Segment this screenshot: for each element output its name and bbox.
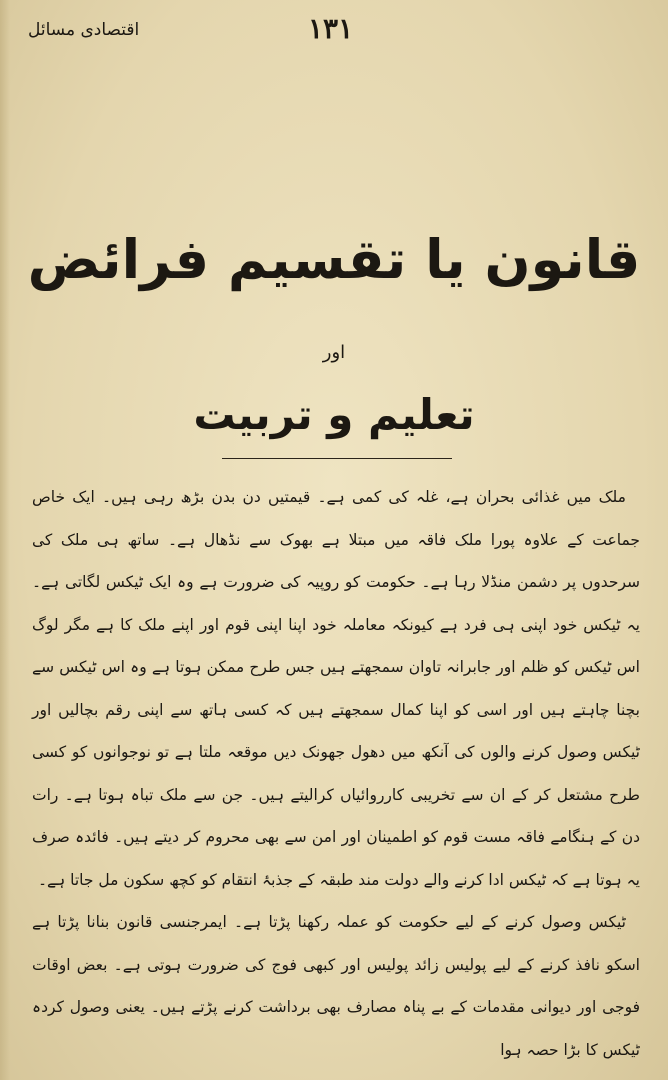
page-edge-shadow bbox=[0, 0, 10, 1080]
chapter-subtitle: تعلیم و تربیت bbox=[193, 390, 475, 439]
page-header bbox=[0, 12, 668, 52]
running-title: اقتصادی مسائل bbox=[28, 20, 140, 40]
paragraph-2: ٹیکس وصول کرنے کے لیے حکومت کو عملہ رکھنا پڑتا ہے۔ ایمرجنسی قانون بنانا پڑتا ہے اسکو نافذ کرنے کے لیے پولیس زائد پولیس اور کبھی فوج کی ضرورت ہوتی ہے۔ بعض اوقات فوجی اور دیوانی مقدمات کے بے پناہ مصارف بھی برداشت کرنے پڑتے ہیں۔ یعنی وصول کردہ ٹیکس کا بڑا حصہ ہوا bbox=[32, 913, 640, 1059]
chapter-title: قانون یا تقسیم فرائض bbox=[27, 228, 641, 291]
body-text bbox=[32, 476, 640, 1071]
title-underline bbox=[222, 458, 452, 459]
page-number: ۱۳۱ bbox=[308, 12, 354, 45]
paragraph-1: ملک میں غذائی بحران ہے، غلہ کی کمی ہے۔ قیمتیں دن بدن بڑھ رہی ہیں۔ ایک خاص جماعت کے علاوہ پورا ملک فاقہ میں مبتلا ہے بھوک سے نڈھال ہے۔ ساتھ ہی ملک کی سرحدوں پر دشمن منڈلا رہا ہے۔ حکومت کو روپیہ کی ضرورت ہے وہ ایک ٹیکس لگاتی ہے۔ یہ ٹیکس خود اپنی ہی فرد ہے کیونکہ معاملہ خود اپنا اپنی قوم اور اپنے ملک کا ہے مگر لوگ اس ٹیکس کو ظلم اور جابرانہ تاوان سمجھتے ہیں جس طرح ممکن ہوتا ہے وہ اس ٹیکس سے بچنا چاہتے ہیں اور اسی کو اپنا کمال سمجھتے ہیں کہ کسی ہاتھ سے اپنی رقم بچالیں اور ٹیکس وصول کرنے والوں کی آنکھ میں دھول جھونک دیں موقعہ ملتا ہے تو نوجوانوں کو کسی طرح مشتعل کر کے ان سے تخریبی کارروائیاں کرالیتے ہیں۔ جن سے ملک تباہ ہوتا ہے۔ رات دن کے ہنگامے فاقہ مست قوم کو اطمینان اور امن سے بھی محروم کر دیتے ہیں۔ فائدہ صرف یہ ہوتا ہے کہ ٹیکس ادا کرنے والے دولت مند طبقہ کے جذبۂ انتقام کو کچھ سکون مل جاتا ہے۔ bbox=[32, 488, 640, 889]
title-conjunction: اور bbox=[322, 342, 346, 363]
